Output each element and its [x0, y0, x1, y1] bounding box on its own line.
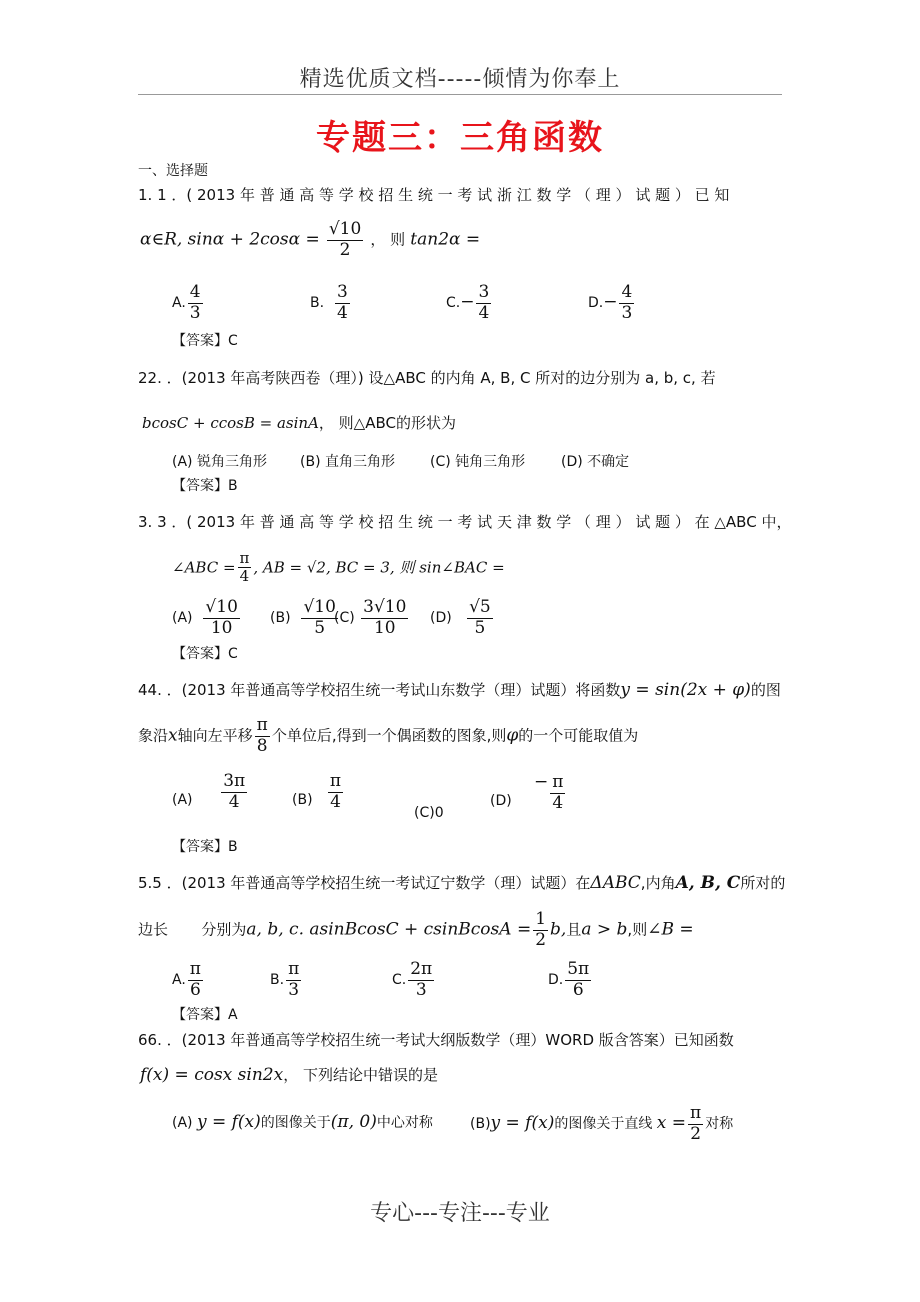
page-header: 精选优质文档-----倾情为你奉上	[299, 67, 621, 92]
q4-text: 44. ．(2013 年普通高等学校招生统一考试山东数学（理）试题）将函数y = sin(2x + φ)的图	[138, 680, 781, 700]
q1-answer: 【答案】C	[172, 333, 238, 349]
q2-text: 22. ．(2013 年高考陕西卷（理）) 设△ABC 的内角 A, B, C 所对的边分别为 a, b, c, 若	[138, 369, 716, 387]
page-title: 专题三：三角函数	[316, 118, 604, 158]
q2-answer: 【答案】B	[172, 478, 238, 494]
q4-option-c: (C)0	[414, 805, 444, 821]
q3-text: 3. 3 ．( 2013 年 普 通 高 等 学 校 招 生 统 一 考 试 天 津 数 学 （ 理 ） 试 题 ） 在 △ABC 中，	[138, 513, 792, 531]
section-heading: 一、选择题	[138, 163, 208, 179]
q4-line2: 象沿x轴向左平移 $\frac{\pi}{8}$ 个单位后,得到一个偶函数的图象,则φ的一个可能取值为	[138, 715, 639, 756]
q4-answer: 【答案】B	[172, 839, 238, 855]
q4-option-d: (D) − $\frac{\pi}{4}$	[490, 772, 564, 813]
page-footer: 专心---专注---专业	[370, 1201, 550, 1226]
q5-text: 5.5 ．(2013 年普通高等学校招生统一考试辽宁数学（理）试题）在ΔABC,内角A, B, C所对的	[138, 873, 786, 893]
q2-option-a: (A) 锐角三角形	[172, 454, 267, 470]
q3-option-d: (D) $\frac{√5}{5}$	[430, 597, 491, 638]
q5-option-d: D. $\frac{5\pi}{6}$	[548, 959, 590, 1000]
q1-condition: α∈R, sinα + 2cosα = $\frac{√10}{2}$ ， 则 tan2α =	[140, 219, 481, 260]
q5-option-c: C. $\frac{2\pi}{3}$	[392, 959, 433, 1000]
q3-option-c: (C) $\frac{3√10}{10}$	[334, 597, 407, 638]
q2-option-d: (D) 不确定	[561, 454, 630, 470]
q6-option-b: (B)y = f(x)的图像关于直线 x = $\frac{\pi}{2}$ 对称	[470, 1103, 734, 1144]
q5-line2: 边长 分别为a, b, c. asinBcosC + csinBcosA = $\frac{1}{2}$ b,且a > b,则∠B =	[138, 909, 694, 950]
q6-condition: f(x) = cosx sin2x， 下列结论中错误的是	[140, 1065, 438, 1085]
q6-option-a: (A) y = f(x)的图像关于(π, 0)中心对称	[172, 1112, 433, 1132]
q1-fraction: $\frac{√10}{2}$	[328, 219, 362, 260]
q1-option-c: C.− $\frac{3}{4}$	[446, 282, 490, 323]
q3-answer: 【答案】C	[172, 646, 238, 662]
q2-option-c: (C) 钝角三角形	[430, 454, 526, 470]
q6-text: 66. ．(2013 年普通高等学校招生统一考试大纲版数学（理）WORD 版含答案）已知函数	[138, 1031, 734, 1049]
q1-option-d: D.− $\frac{4}{3}$	[588, 282, 633, 323]
q3-condition: ∠ABC = $\frac{\pi}{4}$ , AB = √2, BC = 3, 则 sin∠BAC =	[172, 549, 505, 586]
q1-option-a: A. $\frac{4}{3}$	[172, 282, 201, 323]
q4-option-b: (B) $\frac{\pi}{4}$	[292, 771, 342, 812]
q2-condition: bcosC + ccosB = asinA， 则△ABC的形状为	[142, 414, 456, 432]
q5-answer: 【答案】A	[172, 1007, 238, 1023]
q1-text: 1. 1 ．( 2013 年 普 通 高 等 学 校 招 生 统 一 考 试 浙 江 数 学 （ 理 ） 试 题 ） 已 知	[138, 186, 730, 204]
q5-option-a: A. $\frac{\pi}{6}$	[172, 959, 201, 1000]
header-rule	[138, 94, 782, 95]
q3-option-b: (B) $\frac{√10}{5}$	[270, 597, 336, 638]
q3-option-a: (A) $\frac{√10}{10}$	[172, 597, 238, 638]
q4-option-a: (A) $\frac{3\pi}{4}$	[172, 771, 246, 812]
q2-option-b: (B) 直角三角形	[300, 454, 395, 470]
q5-option-b: B. $\frac{\pi}{3}$	[270, 959, 300, 1000]
q1-option-b: B. $\frac{3}{4}$	[310, 282, 348, 323]
